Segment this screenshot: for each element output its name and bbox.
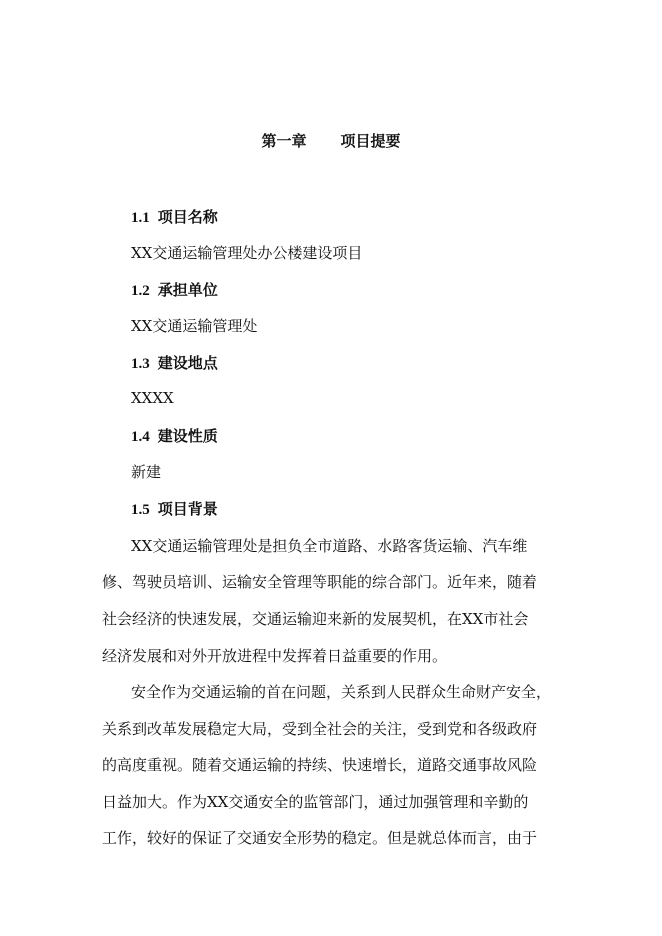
section-heading-1-1: [131, 206, 218, 227]
section-heading-1-3: [131, 352, 218, 373]
paragraph-line: 修、驾驶员培训、运输安全管理等职能的综合部门。近年来，随着: [102, 573, 538, 591]
section-title: 建设性质: [157, 427, 218, 445]
chapter-title: 项目提要: [340, 132, 401, 150]
section-heading-1-5: [131, 498, 218, 519]
chapter-heading: [0, 130, 662, 151]
chapter-label: 第一章: [261, 132, 307, 150]
section-title: 项目背景: [157, 500, 218, 518]
paragraph-line: 安全作为交通运输的首在问题，关系到人民群众生命财产安全，: [131, 683, 552, 701]
paragraph-line: 日益加大。作为XX交通安全的监管部门，通过加强管理和辛勤的: [102, 793, 529, 811]
section-content-1-3: XXXX: [131, 389, 174, 407]
section-title: 承担单位: [157, 281, 218, 299]
section-content-1-1: XX交通运输管理处办公楼建设项目: [131, 244, 363, 262]
paragraph-line: 关系到改革发展稳定大局，受到全社会的关注，受到党和各级政府: [102, 720, 538, 738]
section-heading-1-2: [131, 279, 218, 300]
section-title: 建设地点: [157, 354, 218, 372]
section-title: 项目名称: [157, 208, 218, 226]
paragraph-line: 社会经济的快速发展，交通运输迎来新的发展契机，在XX市社会: [102, 610, 529, 628]
paragraph-line: 经济发展和对外开放进程中发挥着日益重要的作用。: [102, 647, 448, 665]
section-number: 1.1: [131, 210, 150, 226]
section-number: 1.4: [131, 429, 150, 445]
section-content-1-2: XX交通运输管理处: [131, 317, 258, 335]
section-number: 1.3: [131, 356, 150, 372]
section-number: 1.5: [131, 502, 150, 518]
section-content-1-4: 新建: [131, 463, 162, 481]
paragraph-line: 的高度重视。随着交通运输的持续、快速增长，道路交通事故风险: [102, 756, 538, 774]
section-heading-1-4: [131, 425, 218, 446]
paragraph-line: 工作，较好的保证了交通安全形势的稳定。但是就总体而言，由于: [102, 829, 538, 847]
section-number: 1.2: [131, 283, 150, 299]
paragraph-line: XX交通运输管理处是担负全市道路、水路客货运输、汽车维: [131, 537, 528, 555]
